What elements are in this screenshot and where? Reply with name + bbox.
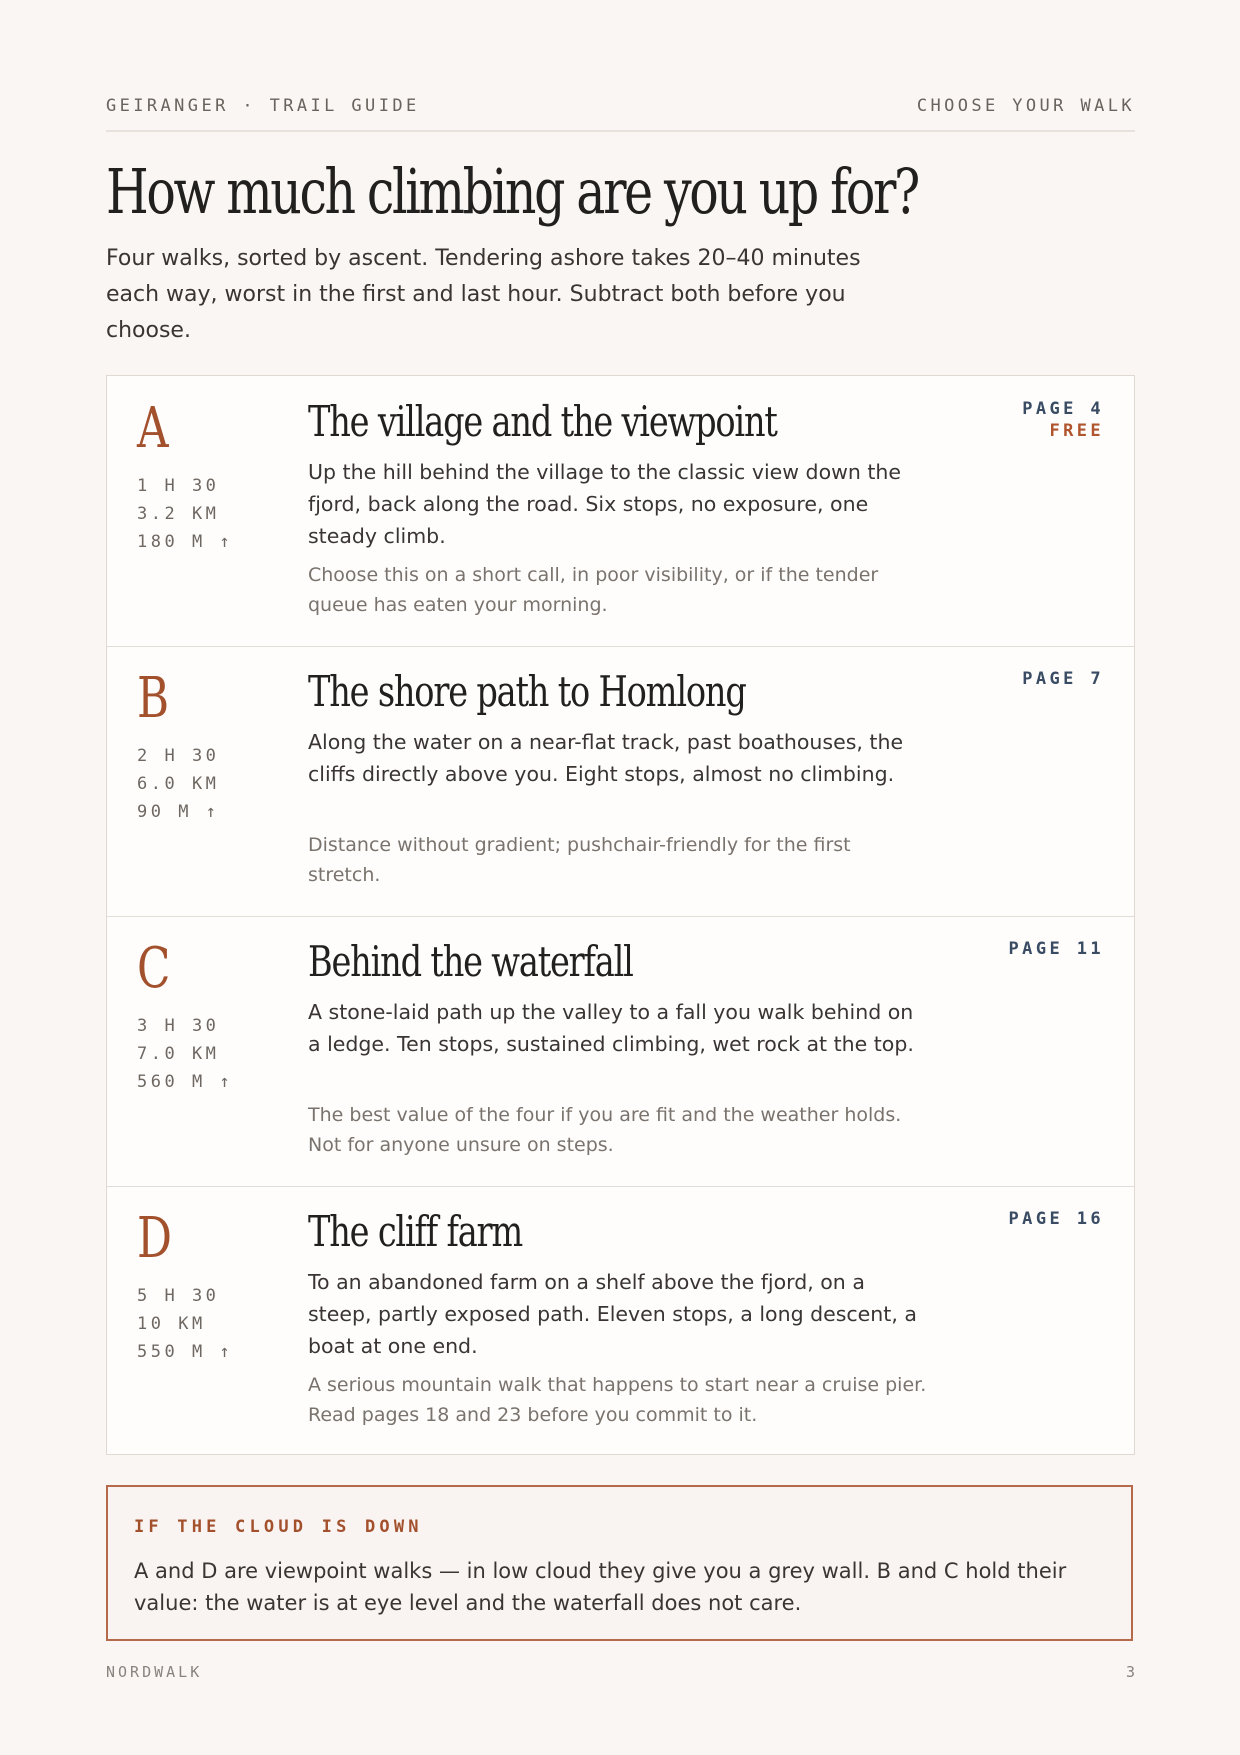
walk-page-reference [1022,668,1104,690]
walk-description: A stone-laid path up the valley to a fall you walk behind on a ledge. Ten stops, sustained climbing, wet rock at the top. [308,1000,914,1056]
page-number: 3 [1125,1663,1135,1681]
walk-page-reference [1009,1208,1104,1230]
walk-description: Up the hill behind the village to the classic view down the fjord, back along the road. Six stops, no exposure, one steady climb. [308,460,902,548]
walk-title: The village and the viewpoint [308,397,777,446]
walk-ascent: 180 M ↑ [137,532,234,552]
walk-stats [137,472,233,556]
callout-title: IF THE CLOUD IS DOWN [134,1517,423,1537]
walk-distance: 10 KM [137,1314,206,1334]
walk-description: Along the water on a near-flat track, past boathouses, the cliffs directly above you. Eight stops, almost no climbing. [308,730,904,786]
walk-page-reference [1022,398,1104,442]
walk-duration: 5 H 30 [137,1286,220,1306]
guide-page [106,0,1135,1755]
walk-title: Behind the waterfall [308,937,633,986]
walk-ascent: 550 M ↑ [137,1342,234,1362]
walk-note: The best value of the four if you are fit and the weather holds. Not for anyone unsure on steps. [308,1104,902,1156]
walk-letter: D [137,1206,173,1271]
walk-page-number: PAGE 11 [1008,939,1104,959]
walk-note: Choose this on a short call, in poor visibility, or if the tender queue has eaten your morning. [308,564,879,616]
page-title: How much climbing are you up for? [106,155,918,228]
walk-distance: 3.2 KM [137,504,220,524]
callout-text: A and D are viewpoint walks — in low cloud they give you a grey wall. B and C hold their value: the water is at eye level and the waterfall does not care. [134,1559,1067,1615]
running-head-chapter: CHOOSE YOUR WALK [916,96,1135,116]
walk-page-number: PAGE 4 [1022,399,1104,419]
walk-distance: 6.0 KM [137,774,220,794]
walk-title: The cliff farm [308,1207,523,1256]
walk-card-a [107,376,1134,647]
walk-stats [137,1012,233,1096]
walk-description: To an abandoned farm on a shelf above the fjord, on a steep, partly exposed path. Eleven stops, a long descent, a boat at one end. [308,1270,917,1358]
walk-stats [137,1282,233,1366]
cloud-callout [106,1485,1133,1641]
walk-list [106,375,1135,1455]
walk-card-b [107,646,1134,917]
walk-page-number: PAGE 16 [1008,1209,1104,1229]
walk-card-d [107,1186,1134,1456]
running-head [106,96,1135,132]
walk-title: The shore path to Homlong [308,667,746,716]
walk-page-number: PAGE 7 [1022,669,1104,689]
walk-ascent: 560 M ↑ [137,1072,234,1092]
walk-duration: 1 H 30 [137,476,220,496]
walk-duration: 3 H 30 [137,1016,220,1036]
walk-stats [137,742,219,826]
walk-ascent: 90 M ↑ [137,802,220,822]
walk-distance: 7.0 KM [137,1044,220,1064]
walk-duration: 2 H 30 [137,746,220,766]
footer-brand: NORDWALK [106,1663,203,1681]
walk-letter: A [137,396,169,461]
running-head-section: GEIRANGER · TRAIL GUIDE [106,96,420,116]
walk-note: A serious mountain walk that happens to start near a cruise pier. Read pages 18 and 23 before you commit to it. [308,1374,927,1426]
walk-note: Distance without gradient; pushchair-friendly for the first stretch. [308,834,851,886]
walk-card-c [107,916,1134,1187]
walk-letter: B [137,666,170,731]
intro-paragraph: Four walks, sorted by ascent. Tendering ashore takes 20–40 minutes each way, worst in the first and last hour. Subtract both before you choose. [106,246,861,343]
walk-letter: C [137,936,171,1001]
walk-page-reference [1009,938,1104,960]
walk-free-tag: FREE [1049,421,1104,441]
